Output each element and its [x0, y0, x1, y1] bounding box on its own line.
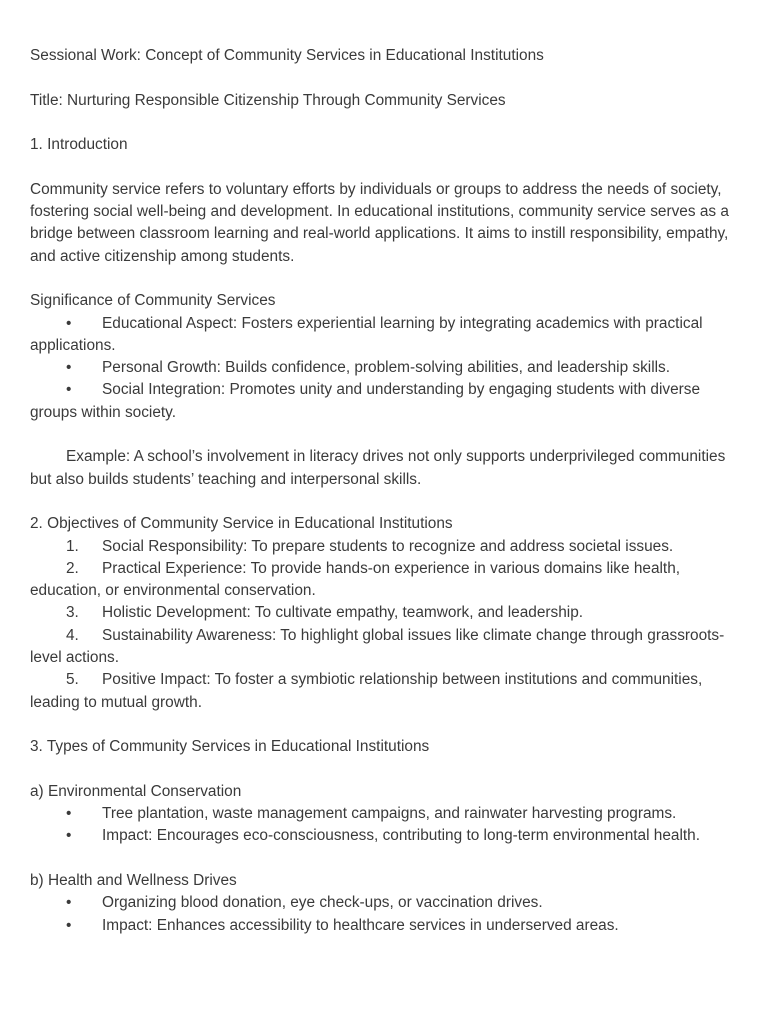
list-item-text: Practical Experience: To provide hands-on experience in various domains like health, education, or environmental conservation. [30, 559, 681, 600]
environment-subheading: a) Environmental Conservation [30, 782, 242, 800]
document-title: Title: Nurturing Responsible Citizenship Through Community Services [30, 91, 506, 109]
bullet-icon: • [66, 916, 72, 934]
bullet-icon: • [66, 359, 72, 377]
bullet-icon: • [66, 894, 72, 912]
list-item [30, 313, 738, 358]
list-item-text: Sustainability Awareness: To highlight global issues like climate change through grassroots-level actions. [30, 626, 725, 667]
intro-heading: 1. Introduction [30, 136, 128, 154]
spacer [30, 848, 738, 870]
list-item-text: Tree plantation, waste management campaigns, and rainwater harvesting programs. [102, 805, 677, 823]
bullet-icon: • [66, 805, 72, 823]
spacer [30, 491, 738, 513]
list-number: 5. [66, 671, 79, 689]
list-item [30, 625, 738, 670]
list-item-text: Personal Growth: Builds confidence, problem-solving abilities, and leadership skills. [102, 359, 671, 377]
spacer [30, 67, 738, 89]
spacer [30, 156, 738, 178]
list-item [30, 357, 738, 379]
list-item-text: Social Responsibility: To prepare students to recognize and address societal issues. [102, 537, 674, 555]
significance-heading: Significance of Community Services [30, 292, 276, 310]
spacer [30, 759, 738, 781]
list-item-text: Organizing blood donation, eye check-ups, or vaccination drives. [102, 894, 543, 912]
bullet-icon: • [66, 381, 72, 399]
list-item [30, 825, 738, 847]
list-item [30, 379, 738, 424]
list-number: 4. [66, 626, 79, 644]
list-item [30, 803, 738, 825]
list-item [30, 558, 738, 603]
list-item [30, 669, 738, 714]
health-subheading: b) Health and Wellness Drives [30, 871, 237, 889]
list-item-text: Educational Aspect: Fosters experiential learning by integrating academics with practical applications. [30, 314, 703, 354]
list-item-text: Positive Impact: To foster a symbiotic relationship between institutions and communities, leading to mutual growth. [30, 671, 703, 711]
list-item [30, 602, 738, 624]
list-item-text: Social Integration: Promotes unity and understanding by engaging students with diverse groups within society. [30, 381, 701, 421]
spacer [30, 112, 738, 134]
list-item [30, 915, 738, 937]
list-number: 1. [66, 537, 79, 555]
types-heading: 3. Types of Community Services in Educational Institutions [30, 738, 430, 756]
list-item-text: Impact: Encourages eco-consciousness, contributing to long-term environmental health. [102, 827, 700, 845]
document-header: Sessional Work: Concept of Community Services in Educational Institutions [30, 47, 544, 64]
spacer [30, 424, 738, 446]
list-number: 3. [66, 604, 79, 622]
spacer [30, 268, 738, 290]
list-item-text: Holistic Development: To cultivate empathy, teamwork, and leadership. [102, 604, 584, 622]
bullet-icon: • [66, 827, 72, 845]
spacer [30, 714, 738, 736]
bullet-icon: • [66, 314, 72, 332]
list-item [30, 892, 738, 914]
list-item [30, 536, 738, 558]
example-paragraph: Example: A school’s involvement in literacy drives not only supports underprivileged communities but also builds students’ teaching and interpersonal skills. [30, 448, 726, 488]
list-number: 2. [66, 559, 79, 577]
objectives-heading: 2. Objectives of Community Service in Educational Institutions [30, 515, 453, 533]
list-item-text: Impact: Enhances accessibility to healthcare services in underserved areas. [102, 916, 619, 934]
intro-paragraph: Community service refers to voluntary efforts by individuals or groups to address the needs of society, fostering social well-being and development. In educational institutions, community service serves as a bridge between classroom learning and real-world applications. It aims to instill responsibility, empathy, and active citizenship among students. [30, 180, 729, 265]
